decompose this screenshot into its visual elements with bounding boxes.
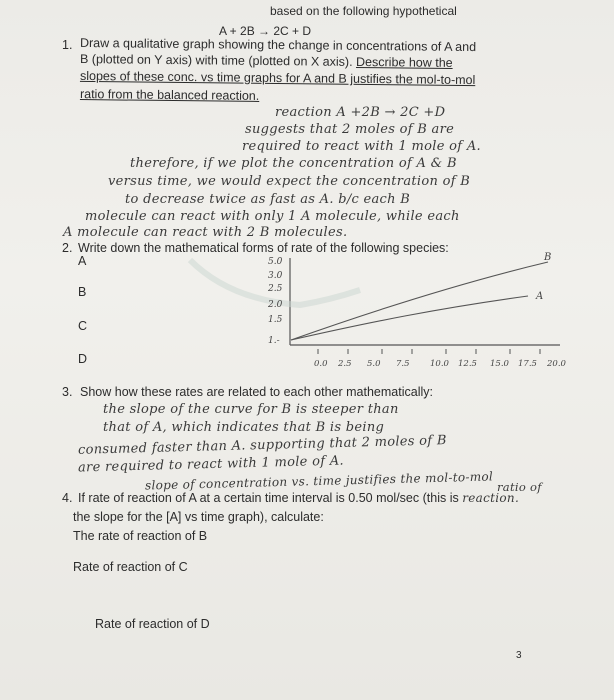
x-tick-marks — [318, 349, 540, 354]
q4-rate-b: The rate of reaction of B — [73, 529, 208, 543]
y-tick-3: 2.0 — [268, 300, 283, 310]
q3-margin-note: ratio of — [497, 480, 542, 494]
q2-text: Write down the mathematical forms of rate of the following species: — [78, 241, 449, 255]
q1-answer-6: to decrease twice as fast as A. b/c each B — [125, 192, 411, 207]
q2-species-d: D — [78, 352, 88, 366]
x-tick-5: 12.5 — [458, 359, 477, 369]
y-tick-4: 1.5 — [268, 315, 283, 325]
x-tick-6: 15.0 — [490, 359, 509, 369]
q3-answer-4: are required to react with 1 mole of A. — [77, 453, 345, 476]
q1-number: 1. — [62, 38, 73, 52]
q2-species-b: B — [78, 285, 87, 299]
y-tick-5: 1.- — [268, 336, 280, 346]
q1-line-3: slopes of these conc. vs time graphs for A and B justifies the mol-to-mol — [79, 68, 476, 88]
q3-number: 3. — [62, 385, 73, 399]
q4-line-2: the slope for the [A] vs time graph), calculate: — [73, 510, 324, 524]
q1-line-4: ratio from the balanced reaction. — [79, 87, 260, 103]
x-tick-2: 5.0 — [367, 359, 381, 369]
q4-line-1 — [78, 491, 519, 505]
q1-answer-8: A molecule can react with 2 B molecules. — [63, 225, 348, 240]
q4-line-1-hw: reaction. — [462, 491, 520, 505]
y-tick-2: 2.5 — [268, 284, 283, 294]
q2-species-a: A — [78, 254, 87, 268]
q1-answer-2: suggests that 2 moles of B are — [245, 122, 455, 137]
q1-line-2b: Describe how the — [355, 54, 453, 70]
header-line: based on the following hypothetical — [270, 4, 457, 18]
q3-answer-5: slope of concentration vs. time justifies the mol-to-mol — [144, 469, 494, 493]
page-number: 3 — [516, 650, 522, 661]
x-tick-3: 7.5 — [396, 359, 410, 369]
q4-line-1-text: If rate of reaction of A at a certain time interval is 0.50 mol/sec (this is — [78, 491, 459, 505]
q3-answer-3: consumed faster than A. supporting that 2 moles of B — [77, 433, 447, 458]
q4-number: 4. — [62, 491, 73, 505]
q3-text: Show how these rates are related to each other mathematically: — [80, 385, 433, 399]
y-tick-1: 3.0 — [268, 271, 283, 281]
q1-answer-5: versus time, we would expect the concentration of B — [108, 174, 471, 189]
q1-answer-3: required to react with 1 mole of A. — [242, 139, 481, 154]
x-tick-1: 2.5 — [338, 359, 352, 369]
q1-answer-1: reaction A +2B → 2C +D — [275, 105, 446, 120]
q1-answer-4: therefore, if we plot the concentration of A & B — [130, 156, 457, 171]
q3-answer-1: the slope of the curve for B is steeper than — [103, 402, 399, 417]
q2-number: 2. — [62, 241, 73, 255]
q4-rate-c: Rate of reaction of C — [73, 560, 188, 574]
x-tick-7: 17.5 — [518, 359, 537, 369]
x-tick-0: 0.0 — [314, 359, 328, 369]
y-tick-0: 5.0 — [268, 257, 283, 267]
q2-species-c: C — [78, 319, 88, 333]
q3-answer-2: that of A, which indicates that B is being — [103, 420, 385, 435]
q1-line-2a: B (plotted on Y axis) with time (plotted on X axis). — [79, 52, 353, 69]
q4-rate-d: Rate of reaction of D — [95, 617, 210, 631]
x-tick-8: 20.0 — [547, 359, 566, 369]
q1-line-1: Draw a qualitative graph showing the change in concentrations of A and — [79, 35, 477, 55]
header-reaction: A + 2B → 2C + D — [219, 24, 312, 38]
curve-a-label: A — [536, 291, 544, 302]
q1-answer-7: molecule can react with only 1 A molecule, while each — [85, 209, 460, 224]
curve-b-label: B — [544, 252, 552, 263]
x-tick-4: 10.0 — [430, 359, 449, 369]
